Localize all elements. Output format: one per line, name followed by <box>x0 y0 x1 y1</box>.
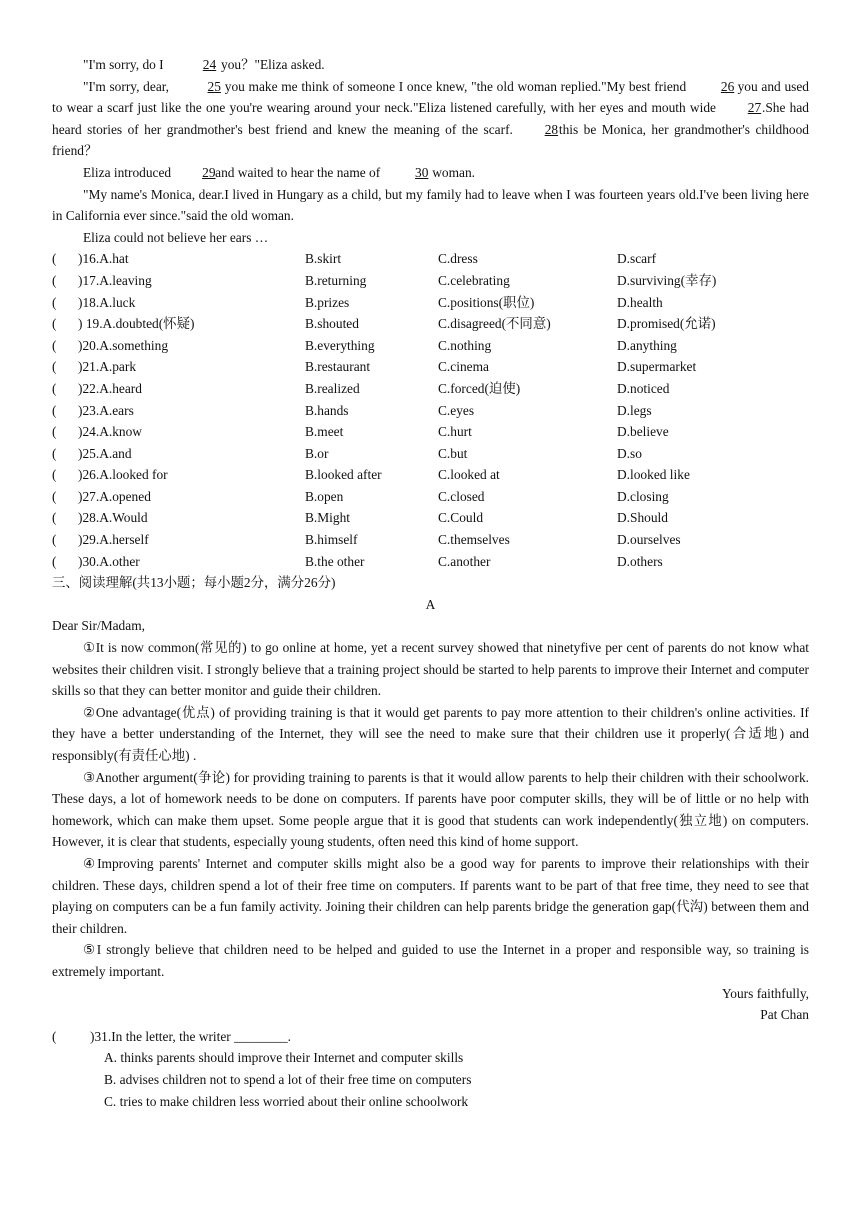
option-row <box>52 356 807 378</box>
answer-paren-close: ) <box>78 424 83 440</box>
text: you？"Eliza asked. <box>221 57 325 72</box>
option-row <box>52 443 807 465</box>
option-row <box>52 529 807 551</box>
option-c: C.closed <box>438 488 485 504</box>
answer-paren-close: ) <box>78 445 83 461</box>
text: woman. <box>432 164 475 180</box>
option-c: C.positions(职位) <box>438 294 535 310</box>
option-a <box>52 313 305 335</box>
question-31 <box>52 1026 809 1048</box>
option-b: B.returning <box>305 272 367 288</box>
blank-29: 29 <box>202 164 216 180</box>
answer-paren-open: ( <box>52 251 57 267</box>
option-row <box>52 313 807 335</box>
answer-paren-open: ( <box>52 445 57 461</box>
answer-paren-close: ) <box>78 380 83 396</box>
section-heading: 三、阅读理解(共13小题；每小题2分，满分26分) <box>52 575 336 591</box>
question-option-a: 26.A.looked for <box>82 467 168 483</box>
answer-paren-open: ( <box>52 337 57 353</box>
question-option-a: 24.A.know <box>82 424 142 440</box>
option-a <box>52 378 305 400</box>
option-b: B.restaurant <box>305 359 371 375</box>
option-b: B.open <box>305 488 344 504</box>
option-d: D.promised(允诺) <box>617 316 716 332</box>
option-row <box>52 248 807 270</box>
answer-paren-close: ) <box>78 467 83 483</box>
option-d: D.closing <box>617 488 669 504</box>
option-c: C.looked at <box>438 467 500 483</box>
story-paragraph-4: "My name's Monica, dear.I lived in Hungary as a child, but my family had to leave when I was fourteen years old.I've been living here in California ever since."said the old woman. <box>52 186 809 224</box>
letter-paragraph-2: ②One advantage(优点) of providing training is that it would get parents to pay more attention to their children's online activities. If they have a better understanding of the Internet, they will see the need to make sure that their children use it properly(合适地) and responsibly(有责任心地) . <box>52 704 809 763</box>
option-d: D.supermarket <box>617 359 697 375</box>
option-row <box>52 270 807 292</box>
answer-paren-close: ) <box>78 488 83 504</box>
option-d: D.others <box>617 553 663 569</box>
option-row <box>52 486 807 508</box>
question-option-a: 17.A.leaving <box>82 272 152 288</box>
option-row <box>52 335 807 357</box>
option-d: D.believe <box>617 424 669 440</box>
answer-paren-close: ) <box>78 251 83 267</box>
option-b: B.skirt <box>305 251 342 267</box>
answer-paren-open: ( <box>52 402 57 418</box>
question-option-a: 28.A.Would <box>82 510 148 526</box>
option-d: D.health <box>617 294 663 310</box>
option-b: B.hands <box>305 402 349 418</box>
answer-paren-open: ( <box>52 272 57 288</box>
letter-closing: Yours faithfully, <box>721 985 809 1001</box>
text: this be Monica, her grandmother's childhood friend？ <box>52 121 810 159</box>
story-paragraph-1 <box>52 54 809 76</box>
option-c: C.Could <box>438 510 484 526</box>
story-paragraph-2 <box>52 76 809 162</box>
option-a <box>52 507 305 529</box>
answer-paren-close: ) <box>78 553 83 569</box>
letter-paragraph-4: ④Improving parents' Internet and computer skills might also be a good way for parents to improve their relationships with their children. These days, children spend a lot of their free time on computers. If parents want to be part of that free time, they need to see that playing on computers can be a fun family activity. Joining their children can help parents bridge the generation gap(代沟) between them and their children. <box>52 855 809 936</box>
option-c: C.another <box>438 553 491 569</box>
document-page <box>52 54 809 1112</box>
option-d: D.so <box>617 445 642 461</box>
text: "I'm sorry, dear, <box>83 78 173 94</box>
option-d: D.surviving(幸存) <box>617 272 717 288</box>
letter-paragraph-1: ①It is now common(常见的) to go online at home, yet a recent survey showed that ninetyfive per cent of parents do not know what websites their children visit. I strongly believe that a training project should be started to help parents to improve their Internet and computer skills so that they can better monitor and guide their children. <box>52 640 809 699</box>
text: you make me think of someone I once knew, "the old woman replied."My best friend <box>224 78 690 94</box>
option-b: B.meet <box>305 424 344 440</box>
option-d: D.looked like <box>617 467 690 483</box>
answer-paren-open: ( <box>52 294 57 310</box>
answer-paren-open: ( <box>52 510 57 526</box>
part-label: A <box>425 596 436 612</box>
question-option-a: 16.A.hat <box>82 251 129 267</box>
option-a <box>52 335 305 357</box>
answer-paren-close: ) <box>78 510 83 526</box>
question-option-a: 23.A.ears <box>82 402 134 418</box>
answer-paren-open: ( <box>52 424 57 440</box>
choice-a: A. thinks parents should improve their Internet and computer skills <box>104 1050 464 1066</box>
option-a <box>52 443 305 465</box>
option-row <box>52 507 807 529</box>
answer-paren-open: ( <box>52 488 57 504</box>
option-c: C.disagreed(不同意) <box>438 316 551 332</box>
letter-salutation: Dear Sir/Madam, <box>52 618 145 634</box>
answer-paren-open: ( <box>52 1028 57 1044</box>
question-option-a: 19.A.doubted(怀疑) <box>82 316 195 332</box>
option-c: C.cinema <box>438 359 489 375</box>
option-b: B.shouted <box>305 316 359 332</box>
option-d: D.Should <box>617 510 668 526</box>
option-a <box>52 356 305 378</box>
option-a <box>52 464 305 486</box>
answer-paren-open: ( <box>52 467 57 483</box>
story-paragraph-3 <box>52 162 809 184</box>
option-a <box>52 292 305 314</box>
question-option-a: 30.A.other <box>82 553 140 569</box>
option-b: B.or <box>305 445 329 461</box>
letter-paragraph-5: ⑤I strongly believe that children need to be helped and guided to use the Internet in a proper and responsible way, so training is extremely important. <box>52 942 809 979</box>
option-d: D.ourselves <box>617 532 681 548</box>
choice-c: C. tries to make children less worried about their online schoolwork <box>104 1093 469 1109</box>
text: "I'm sorry, do I <box>83 57 167 72</box>
option-a <box>52 270 305 292</box>
answer-paren-close: ) <box>78 532 83 548</box>
question-stem: 31.In the letter, the writer ________. <box>94 1028 292 1044</box>
answer-paren-open: ( <box>52 553 57 569</box>
question-option-a: 27.A.opened <box>82 488 151 504</box>
option-c: C.hurt <box>438 424 472 440</box>
option-row <box>52 292 807 314</box>
answer-paren-close: ) <box>78 294 83 310</box>
option-a <box>52 529 305 551</box>
option-b: B.realized <box>305 380 360 396</box>
letter-signature: Pat Chan <box>760 1007 809 1023</box>
question-option-a: 20.A.something <box>82 337 169 353</box>
text: and waited to hear the name of <box>215 164 381 180</box>
option-a <box>52 421 305 443</box>
option-b: B.himself <box>305 532 358 548</box>
question-option-a: 25.A.and <box>82 445 132 461</box>
option-d: D.noticed <box>617 380 670 396</box>
option-row <box>52 421 807 443</box>
option-c: C.themselves <box>438 532 510 548</box>
text: you and used to wear a scarf just like the one you're wearing around your neck."Eliza listened carefully, with her eyes and mouth wide <box>52 78 809 116</box>
option-b: B.everything <box>305 337 375 353</box>
text: .She had heard stories of her grandmother's best friend and knew the meaning of the scarf. <box>52 100 809 137</box>
answer-paren-close: ) <box>90 1028 95 1044</box>
option-d: D.anything <box>617 337 677 353</box>
option-row <box>52 464 807 486</box>
answer-paren-open: ( <box>52 532 57 548</box>
option-d: D.scarf <box>617 251 657 267</box>
answer-paren-close: ) <box>78 402 83 418</box>
question-option-a: 21.A.park <box>82 359 137 375</box>
option-c: C.but <box>438 445 468 461</box>
option-row <box>52 551 807 573</box>
option-c: C.eyes <box>438 402 475 418</box>
answer-paren-close: ) <box>78 359 83 375</box>
option-a <box>52 400 305 422</box>
option-b: B.Might <box>305 510 351 526</box>
blank-24: 24 <box>202 57 217 72</box>
option-c: C.dress <box>438 251 478 267</box>
option-a <box>52 248 305 270</box>
question-option-a: 29.A.herself <box>82 532 149 548</box>
answer-paren-close: ) <box>78 272 83 288</box>
answer-paren-open: ( <box>52 359 57 375</box>
option-b: B.looked after <box>305 467 382 483</box>
choice-b: B. advises children not to spend a lot of their free time on computers <box>104 1071 472 1087</box>
blank-27: 27 <box>747 100 762 116</box>
blank-26: 26 <box>720 78 735 94</box>
answer-paren-close: ) <box>78 316 83 332</box>
blank-28: 28 <box>544 121 559 137</box>
option-b: B.prizes <box>305 294 350 310</box>
blank-25: 25 <box>207 78 221 94</box>
option-b: B.the other <box>305 553 365 569</box>
answer-paren-close: ) <box>78 337 83 353</box>
letter-paragraph-3: ③Another argument(争论) for providing training to parents is that it would allow parents to help their children with their schoolwork. These days, a lot of homework needs to be done on computers. If parents have poor computer skills, they will be of little or no help with homework, which can make them upset. Some people argue that it is good that students can work independently(独立地) on computers. However, it is clear that students, especially young students, often need this kind of home support. <box>52 769 809 850</box>
blank-30: 30 <box>415 164 429 180</box>
answer-paren-open: ( <box>52 316 57 332</box>
text: Eliza introduced <box>83 164 172 180</box>
options-table <box>52 248 807 572</box>
question-option-a: 18.A.luck <box>82 294 136 310</box>
option-c: C.nothing <box>438 337 492 353</box>
option-d: D.legs <box>617 402 652 418</box>
story-paragraph-5: Eliza could not believe her ears … <box>83 229 269 245</box>
question-option-a: 22.A.heard <box>82 380 142 396</box>
option-row <box>52 400 807 422</box>
option-a <box>52 486 305 508</box>
option-c: C.forced(迫使) <box>438 380 521 396</box>
option-a <box>52 551 305 573</box>
option-c: C.celebrating <box>438 272 510 288</box>
option-row <box>52 378 807 400</box>
answer-paren-open: ( <box>52 380 57 396</box>
